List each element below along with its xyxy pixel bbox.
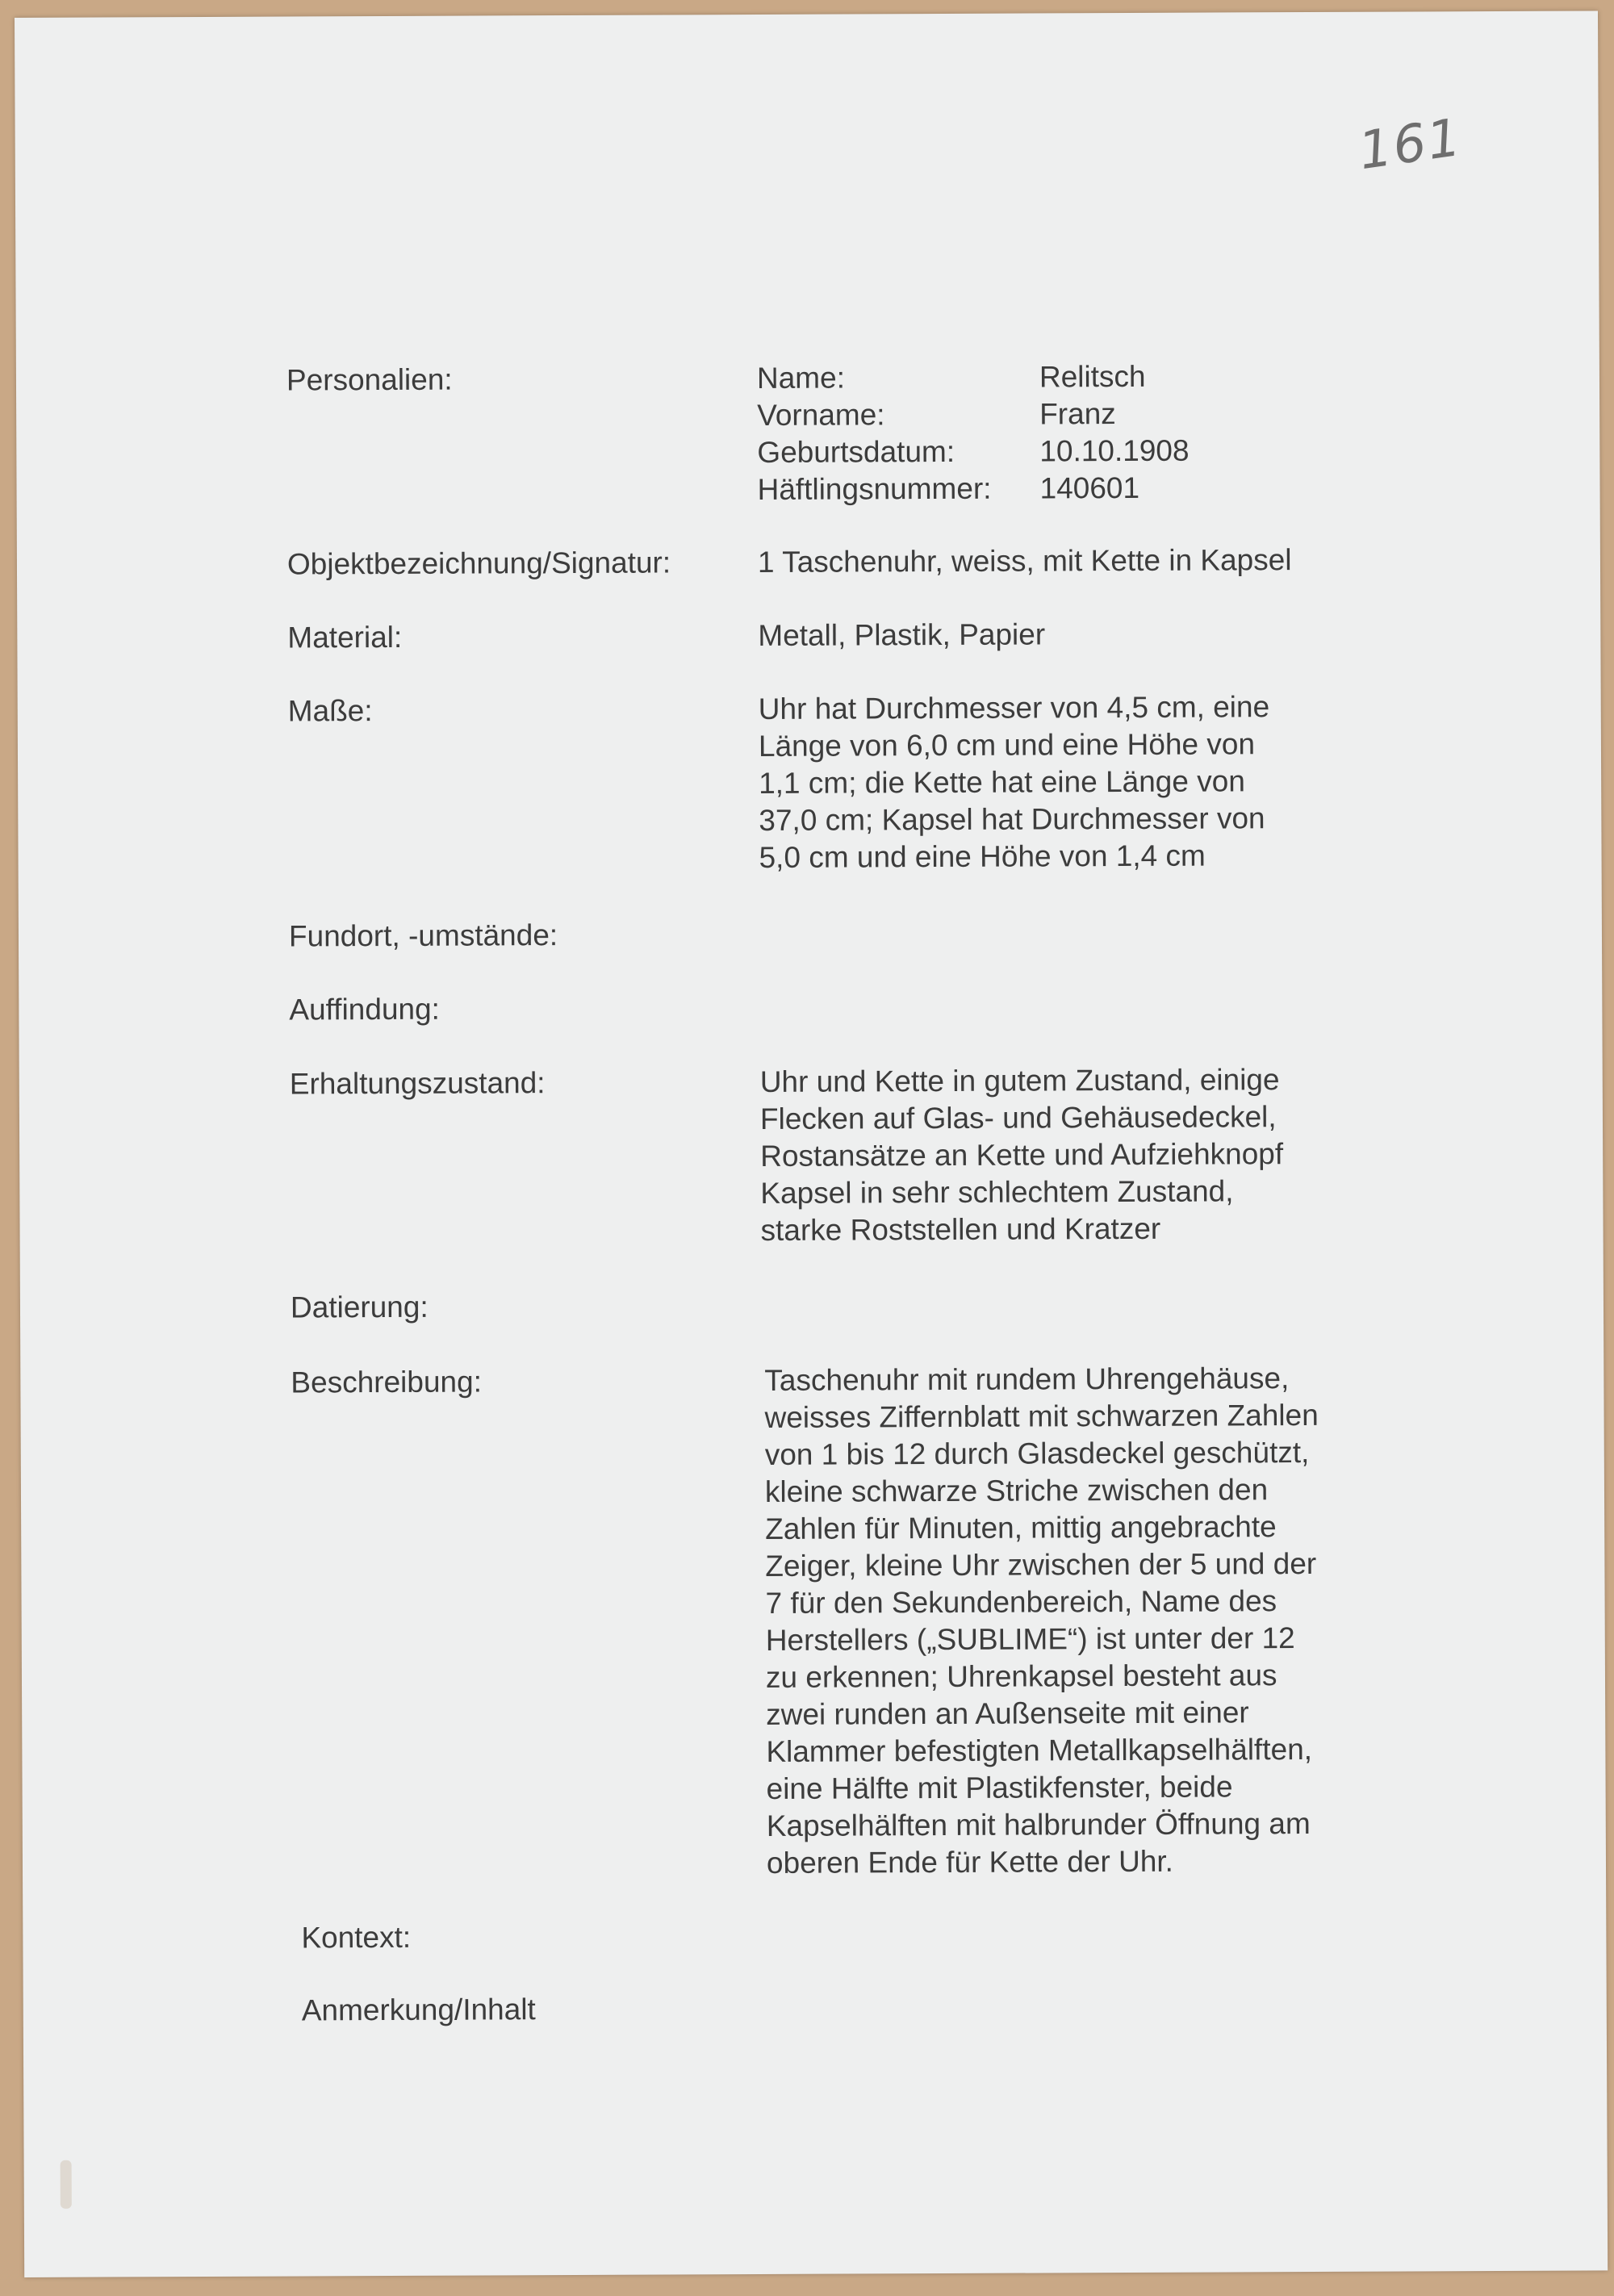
name-value: Relitsch bbox=[1039, 359, 1146, 394]
erhaltung-value: Uhr und Kette in gutem Zustand, einige Flecken auf Glas- und Gehäusedeckel, Rostansätze an Kette und Aufziehknopf Kapsel in sehr schlechtem Zustand, starke Roststellen und Kratzer bbox=[759, 1063, 1284, 1247]
material-value: Metall, Plastik, Papier bbox=[758, 617, 1046, 652]
objekt-label: Objektbezeichnung/Signatur: bbox=[286, 546, 671, 581]
geburtsdatum-label: Geburtsdatum: bbox=[757, 434, 955, 469]
name-label: Name: bbox=[756, 361, 846, 395]
document-page bbox=[15, 10, 1608, 2277]
anmerkung-label: Anmerkung/Inhalt bbox=[301, 1993, 536, 2027]
paper-smudge bbox=[61, 2160, 72, 2209]
haeftlingsnummer-label: Häftlingsnummer: bbox=[757, 471, 992, 506]
haeftlingsnummer-value: 140601 bbox=[1039, 470, 1140, 505]
beschreibung-value: Taschenuhr mit rundem Uhrengehäuse, weisses Ziffernblatt mit schwarzen Zahlen von 1 bis 12 durch Glasdeckel geschützt, kleine schwarze Striche zwischen den Zahlen für Minuten, mittig angebrachte Zeiger, kleine Uhr zwischen der 5 und der 7 für den Sekundenbereich, Name des Herstellers („SUBLIME“) ist unter der 12 zu erkennen; Uhrenkapsel besteht aus zwei runden an Außenseite mit einer Klammer befestigten Metallkapselhälften, eine Hälfte mit Plastikfenster, beide Kapselhälften mit halbrunder Öffnung am oberen Ende für Kette der Uhr. bbox=[764, 1361, 1319, 1880]
datierung-label: Datierung: bbox=[290, 1290, 429, 1324]
fundort-label: Fundort, -umstände: bbox=[288, 918, 558, 953]
beschreibung-label: Beschreibung: bbox=[291, 1365, 483, 1399]
material-label: Material: bbox=[287, 620, 403, 655]
vorname-value: Franz bbox=[1039, 397, 1116, 431]
geburtsdatum-value: 10.10.1908 bbox=[1039, 433, 1190, 468]
personalien-label: Personalien: bbox=[286, 362, 453, 397]
masse-label: Maße: bbox=[287, 694, 373, 728]
objekt-value: 1 Taschenuhr, weiss, mit Kette in Kapsel bbox=[757, 543, 1292, 579]
handwritten-page-number: 161 bbox=[1355, 107, 1466, 182]
kontext-label: Kontext: bbox=[301, 1920, 412, 1955]
vorname-label: Vorname: bbox=[757, 398, 885, 432]
auffindung-label: Auffindung: bbox=[289, 992, 441, 1027]
masse-value: Uhr hat Durchmesser von 4,5 cm, eine Länge von 6,0 cm und eine Höhe von 1,1 cm; die Kette hat eine Länge von 37,0 cm; Kapsel hat Durchmesser von 5,0 cm und eine Höhe von 1,4 cm bbox=[758, 690, 1270, 874]
erhaltung-label: Erhaltungszustand: bbox=[289, 1066, 546, 1101]
record-content bbox=[15, 10, 1608, 2277]
